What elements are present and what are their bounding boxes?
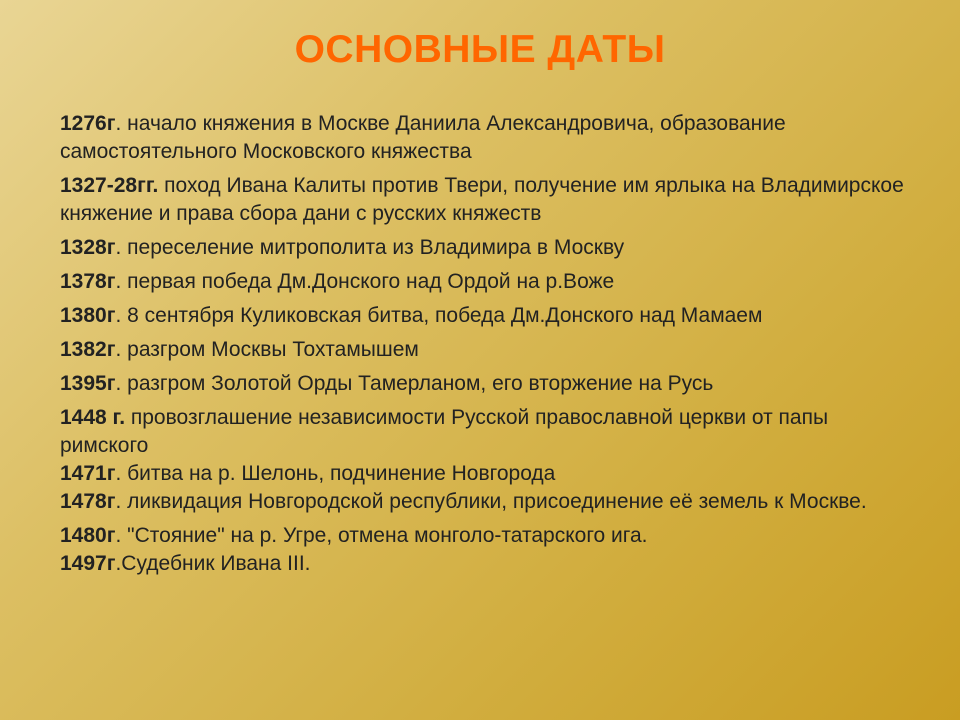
entry-year: 1327-28гг. — [60, 174, 159, 197]
entry-year: 1378г — [60, 270, 116, 293]
entry-text: . 8 сентября Куликовская битва, победа Дм.Донского над Мамаем — [115, 304, 763, 327]
list-item — [60, 522, 920, 550]
list-item — [60, 172, 920, 228]
list-item — [60, 336, 920, 364]
entry-year: 1478г — [60, 490, 116, 513]
entry-year: 1276г — [60, 112, 116, 135]
list-item — [60, 234, 920, 262]
list-item — [60, 110, 920, 166]
entry-year: 1380г — [60, 304, 116, 327]
entry-text: . разгром Москвы Тохтамышем — [115, 338, 419, 361]
entry-text: . начало княжения в Москве Даниила Александровича, образование самостоятельного Московского княжества — [60, 112, 786, 163]
list-item — [60, 268, 920, 296]
entry-year: 1480г — [60, 524, 116, 547]
entry-year: 1395г — [60, 372, 116, 395]
entry-text: . ликвидация Новгородской республики, присоединение её земель к Москве. — [115, 490, 867, 513]
entry-year: 1328г — [60, 236, 116, 259]
entry-text: поход Ивана Калиты против Твери, получение им ярлыка на Владимирское княжение и права сбора дани с русских княжеств — [60, 174, 904, 225]
list-item — [60, 404, 920, 460]
dates-list — [60, 110, 920, 578]
entry-year: 1471г — [60, 462, 116, 485]
entry-year: 1448 г. — [60, 406, 126, 429]
entry-text: . разгром Золотой Орды Тамерланом, его вторжение на Русь — [115, 372, 714, 395]
entry-text: . переселение митрополита из Владимира в Москву — [115, 236, 625, 259]
list-item — [60, 488, 920, 516]
entry-year: 1382г — [60, 338, 116, 361]
list-item — [60, 550, 920, 578]
slide-title: ОСНОВНЫЕ ДАТЫ — [294, 28, 666, 71]
entry-text: провозглашение независимости Русской православной церкви от папы римского — [60, 406, 829, 457]
entry-text: . "Стояние" на р. Угре, отмена монголо-татарского ига. — [115, 524, 648, 547]
entry-text: . битва на р. Шелонь, подчинение Новгорода — [115, 462, 556, 485]
entry-text: .Судебник Ивана III. — [115, 552, 311, 575]
list-item — [60, 302, 920, 330]
entry-year: 1497г — [60, 552, 116, 575]
list-item — [60, 460, 920, 488]
entry-text: . первая победа Дм.Донского над Ордой на р.Воже — [115, 270, 615, 293]
list-item — [60, 370, 920, 398]
